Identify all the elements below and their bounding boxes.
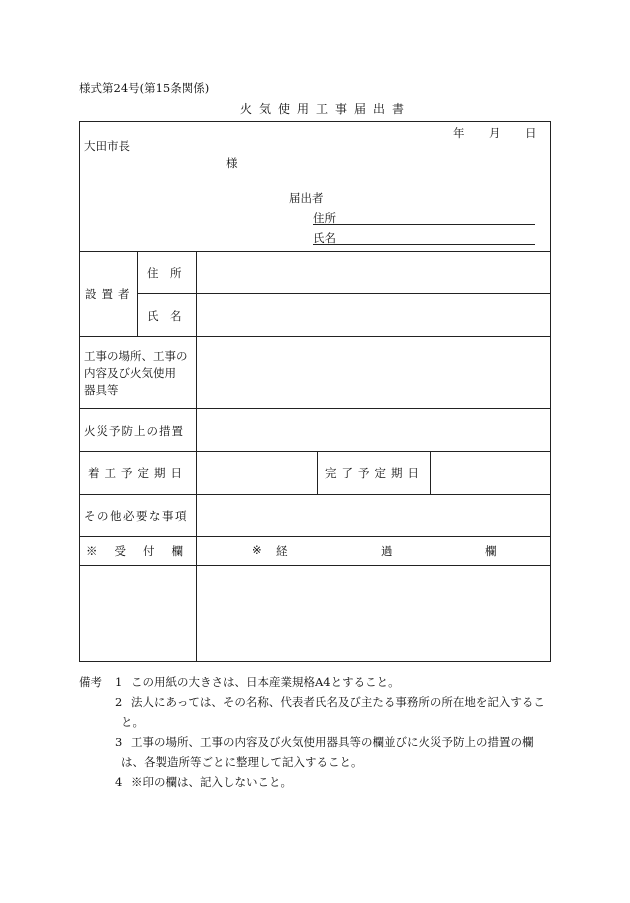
- note-number: 2: [115, 695, 123, 709]
- installer-name-label: 氏 名: [147, 309, 182, 323]
- note-continuation: は、各製造所等ごとに整理して記入すること。: [121, 755, 363, 769]
- other-matters-label: その他必要な事項: [84, 509, 188, 523]
- progress-ka: 過: [381, 544, 393, 558]
- name-label: 氏名: [313, 231, 336, 245]
- column-divider: [430, 451, 431, 494]
- note-text: 工事の場所、工事の内容及び火気使用器具等の欄並びに火災予防上の措置の欄: [131, 735, 534, 749]
- row-divider: [80, 251, 550, 252]
- work-details-label-1: 工事の場所、工事の: [84, 349, 188, 363]
- honorific: 様: [226, 156, 238, 170]
- row-divider: [137, 293, 550, 294]
- work-details-label-3: 器具等: [84, 383, 119, 397]
- row-divider: [80, 408, 550, 409]
- document-title: 火気使用工事届出書: [240, 102, 412, 116]
- form-number: 様式第24号(第15条関係): [79, 81, 210, 95]
- note-text: この用紙の大きさは、日本産業規格A4とすること。: [131, 675, 400, 689]
- row-divider: [80, 336, 550, 337]
- address-field[interactable]: [313, 224, 535, 225]
- column-divider: [137, 251, 138, 336]
- reception-column-label: ※受付欄: [86, 544, 200, 558]
- start-date-label: 着工予定期日: [88, 466, 187, 480]
- applicant-label: 届出者: [289, 191, 324, 205]
- addressee: 大田市長: [84, 139, 130, 153]
- note-text: ※印の欄は、記入しないこと。: [131, 775, 292, 789]
- progress-mark: ※: [252, 543, 262, 557]
- row-divider: [80, 536, 550, 537]
- progress-kei: 経: [276, 544, 288, 558]
- address-label: 住所: [313, 211, 336, 225]
- name-field[interactable]: [313, 244, 535, 245]
- column-divider: [317, 451, 318, 494]
- row-divider: [80, 451, 550, 452]
- row-divider: [80, 494, 550, 495]
- note-text: 法人にあっては、その名称、代表者氏名及び主たる事務所の所在地を記入するこ: [131, 695, 545, 709]
- notes-label: 備考: [79, 675, 102, 689]
- installer-label: 設置者: [85, 287, 135, 301]
- note-number: 4: [115, 775, 123, 789]
- date-month: 月: [489, 126, 501, 140]
- column-divider: [196, 251, 197, 661]
- fire-prevention-label: 火災予防上の措置: [84, 424, 184, 438]
- note-continuation: と。: [121, 715, 144, 729]
- form-table: [79, 121, 551, 662]
- note-number: 3: [115, 735, 123, 749]
- work-details-label-2: 内容及び火気使用: [84, 366, 176, 380]
- installer-address-label: 住 所: [147, 266, 182, 280]
- date-day: 日: [525, 126, 537, 140]
- progress-ran: 欄: [485, 544, 497, 558]
- notes-section: [79, 672, 559, 792]
- row-divider: [80, 565, 550, 566]
- date-year: 年: [453, 126, 465, 140]
- note-number: 1: [115, 675, 123, 689]
- completion-date-label: 完了予定期日: [325, 466, 424, 480]
